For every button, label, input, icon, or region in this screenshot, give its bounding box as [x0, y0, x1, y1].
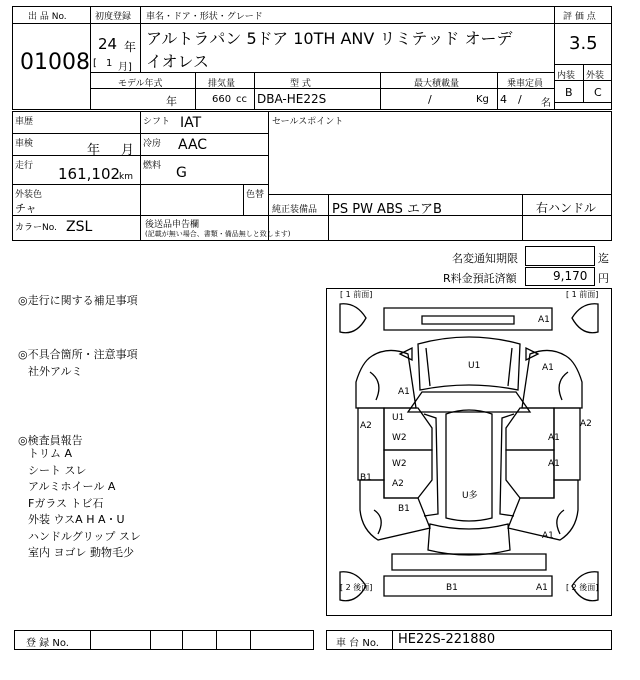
- grade-bottom: [554, 102, 612, 103]
- reg-month: 1: [106, 58, 113, 69]
- right-wheel-arch: [559, 372, 568, 400]
- mark-left-front-door-lower: W2: [392, 433, 407, 443]
- exterior-grade: C: [594, 86, 602, 99]
- reg-no-divider: [90, 630, 91, 650]
- max-load-slash: /: [428, 93, 432, 106]
- car-damage-diagram: [326, 288, 612, 616]
- capacity-label: 乗車定員: [507, 79, 544, 89]
- left-rear-door: [384, 450, 432, 498]
- roof-shape: [446, 410, 492, 521]
- mark-left-rear-fender: B1: [398, 504, 410, 514]
- model-year-label: モデル年式: [118, 79, 163, 89]
- inspection-label: 車検: [15, 139, 34, 149]
- report-line: ハンドルグリップ スレ: [28, 529, 141, 543]
- recycle-label: R料金預託済額: [443, 272, 517, 285]
- corner-label-bl: [ 2 後面]: [340, 583, 373, 592]
- header-divider: [12, 23, 612, 24]
- capacity: 4: [500, 93, 507, 106]
- recycle-value: 9,170: [553, 269, 588, 283]
- lot-no-label: 出 品 No.: [28, 12, 67, 22]
- corner-label-tl: [ 1 前面]: [340, 290, 373, 299]
- corner-label-br: [ 2 後面]: [566, 583, 599, 592]
- mark-roof: U多: [462, 491, 478, 501]
- details-row-1: [12, 133, 268, 134]
- mark-hood: U1: [468, 361, 481, 371]
- corner-label-tr: [ 1 前面]: [566, 290, 599, 299]
- inspector-title: ◎検査員報告: [18, 434, 83, 447]
- details-row-2: [12, 155, 268, 156]
- mirrors: [400, 348, 538, 360]
- car-name-label: 車名・ドア・形状・グレード: [146, 12, 263, 22]
- color-no-label: カラーNo.: [15, 223, 57, 233]
- left-rear-fender-shape: [360, 480, 430, 540]
- sales-bottom: [268, 194, 612, 195]
- rear-bumper-shape: [384, 576, 552, 596]
- max-load-label: 最大積載量: [414, 79, 460, 89]
- reg-year: 24: [98, 35, 118, 53]
- shift-label: シフト: [143, 117, 171, 127]
- mark-front-bumper: A1: [538, 315, 550, 325]
- grille-shape: [422, 316, 514, 324]
- mark-left-rear-door-upper: W2: [392, 459, 407, 469]
- color-change-col: [243, 184, 244, 215]
- history-label: 車歴: [15, 117, 34, 127]
- mileage: 161,102: [58, 165, 121, 183]
- capacity-unit: 名: [541, 98, 551, 109]
- mark-right-front-side: A2: [580, 419, 592, 429]
- notice-unit: 迄: [598, 252, 609, 265]
- fuel: G: [176, 165, 187, 181]
- sales-point-label: セールスポイント: [272, 117, 344, 127]
- mark-left-front-fender: A1: [398, 387, 410, 397]
- report-line: トリム A: [28, 447, 73, 460]
- spec-col-1: [195, 72, 196, 110]
- equipment-label: 純正装備品: [272, 205, 318, 215]
- reg-no-label: 登 録 No.: [26, 638, 69, 649]
- right-rear-arch: [557, 510, 564, 534]
- grade-col-divider: [583, 64, 584, 102]
- fuel-label: 燃料: [143, 161, 162, 171]
- mark-right-rear-door: A1: [548, 459, 560, 469]
- inspector-report: [28, 446, 141, 562]
- color-no: ZSL: [66, 219, 93, 235]
- docs-sublabel: (記載が無い場合、書類・備品無しと致します): [145, 230, 291, 238]
- mark-left-front-door-upper: U1: [392, 413, 405, 423]
- front-right-corner: [572, 304, 598, 333]
- docs-col: [140, 215, 141, 241]
- first-reg-label: 初度登録: [95, 12, 132, 22]
- reg-no-cell-1: [150, 630, 151, 650]
- damage-marks: [360, 315, 592, 593]
- docs-label: 後送品申告欄: [145, 220, 200, 230]
- type-label: 型 式: [290, 79, 311, 89]
- report-line: 室内 ヨゴレ 動物毛少: [28, 546, 134, 559]
- chassis-no: HE22S-221880: [398, 632, 496, 647]
- report-line: Fガラス トビ石: [28, 496, 104, 510]
- mark-rear-bumper-right: A1: [536, 583, 548, 593]
- displacement: 660: [212, 94, 232, 105]
- mileage-unit: km: [119, 172, 133, 182]
- steering: 右ハンドル: [536, 201, 597, 215]
- mark-left-front-side: A2: [360, 421, 372, 431]
- mark-rear-bumper-left: B1: [446, 583, 458, 593]
- col-divider-2: [140, 6, 141, 72]
- notice-box: [525, 246, 595, 266]
- reg-no-cell-2: [182, 630, 183, 650]
- score-label: 評 価 点: [563, 12, 596, 22]
- right-pillar: [500, 414, 514, 516]
- col-divider-1: [90, 6, 91, 110]
- left-rear-arch: [374, 510, 381, 534]
- spec-col-4: [497, 72, 498, 110]
- displacement-label: 排気量: [208, 79, 236, 89]
- inspection-month-unit: 月: [121, 143, 135, 158]
- left-wheel-arch: [370, 372, 379, 400]
- displacement-unit: cc: [236, 94, 247, 105]
- interior-grade: B: [565, 86, 573, 99]
- interior-label: 内装: [557, 71, 576, 81]
- lot-no: 01008: [20, 50, 90, 75]
- mark-right-rear-fender: A1: [542, 531, 554, 541]
- mark-right-front-fender: A1: [542, 363, 554, 373]
- shift: IAT: [180, 115, 202, 131]
- details-col-1: [140, 111, 141, 215]
- mark-left-rear-side: B1: [360, 473, 372, 483]
- mark-right-front-door: A1: [548, 433, 560, 443]
- chassis-label: 車 台 No.: [336, 638, 379, 649]
- right-side-panel: [554, 408, 580, 480]
- mark-left-rear-door-lower: A2: [392, 479, 404, 489]
- inspection-year-unit: 年: [87, 143, 101, 158]
- equipment-col: [328, 194, 329, 241]
- reg-no-cell-4: [250, 630, 251, 650]
- spec-col-3: [380, 72, 381, 110]
- ext-color: チャ: [15, 202, 37, 215]
- left-side-panel: [358, 408, 384, 480]
- col-divider-score: [554, 6, 555, 110]
- defects-item: 社外アルミ: [28, 365, 83, 378]
- recycle-unit: 円: [598, 272, 609, 285]
- left-pillar: [424, 414, 438, 516]
- model-year-unit: 年: [166, 95, 177, 108]
- mileage-label: 走行: [15, 161, 34, 171]
- chassis-divider: [392, 630, 393, 650]
- report-line: 外装 ウスA H A・U: [28, 513, 125, 526]
- windshield: [408, 392, 530, 412]
- tailgate: [392, 554, 546, 570]
- report-line: シート スレ: [28, 463, 87, 477]
- defects-title: ◎不具合箇所・注意事項: [18, 348, 138, 361]
- reg-no-cell-3: [216, 630, 217, 650]
- details-row-3: [12, 184, 268, 185]
- details-col-2: [268, 111, 269, 241]
- reg-year-unit: 年: [124, 40, 137, 54]
- steering-col: [522, 194, 523, 241]
- ext-color-label: 外装色: [15, 190, 43, 200]
- aircon-label: 冷房: [143, 139, 162, 149]
- right-rear-door: [506, 450, 554, 498]
- score: 3.5: [569, 33, 598, 54]
- max-load-unit: Kg: [476, 94, 489, 105]
- report-line: アルミホイール A: [28, 480, 116, 493]
- exterior-label: 外装: [586, 71, 605, 81]
- color-change-label: 色替: [246, 190, 265, 200]
- notice-label: 名変通知期限: [452, 252, 518, 265]
- reg-month-unit: 月]: [118, 62, 132, 73]
- rear-window: [428, 524, 510, 555]
- model-code: DBA-HE22S: [257, 92, 327, 106]
- right-front-fender-shape: [522, 350, 582, 408]
- capacity-slash: /: [518, 93, 522, 106]
- spec-col-2: [254, 72, 255, 110]
- front-left-corner: [340, 304, 366, 333]
- equipment: PS PW ABS エアB: [332, 202, 442, 217]
- aircon: AAC: [178, 137, 208, 153]
- car-name-line2: イオレス: [146, 52, 210, 71]
- car-outline: [340, 304, 598, 601]
- spec-label-divider: [90, 72, 554, 73]
- car-name-line1: アルトラパン 5ドア 10TH ANV リミテッド オーデ: [146, 29, 513, 48]
- front-bumper-shape: [384, 308, 552, 330]
- driving-notes-title: ◎走行に関する補足事項: [18, 294, 138, 307]
- left-front-fender-shape: [356, 350, 416, 408]
- reg-month-bracket: [: [93, 58, 97, 69]
